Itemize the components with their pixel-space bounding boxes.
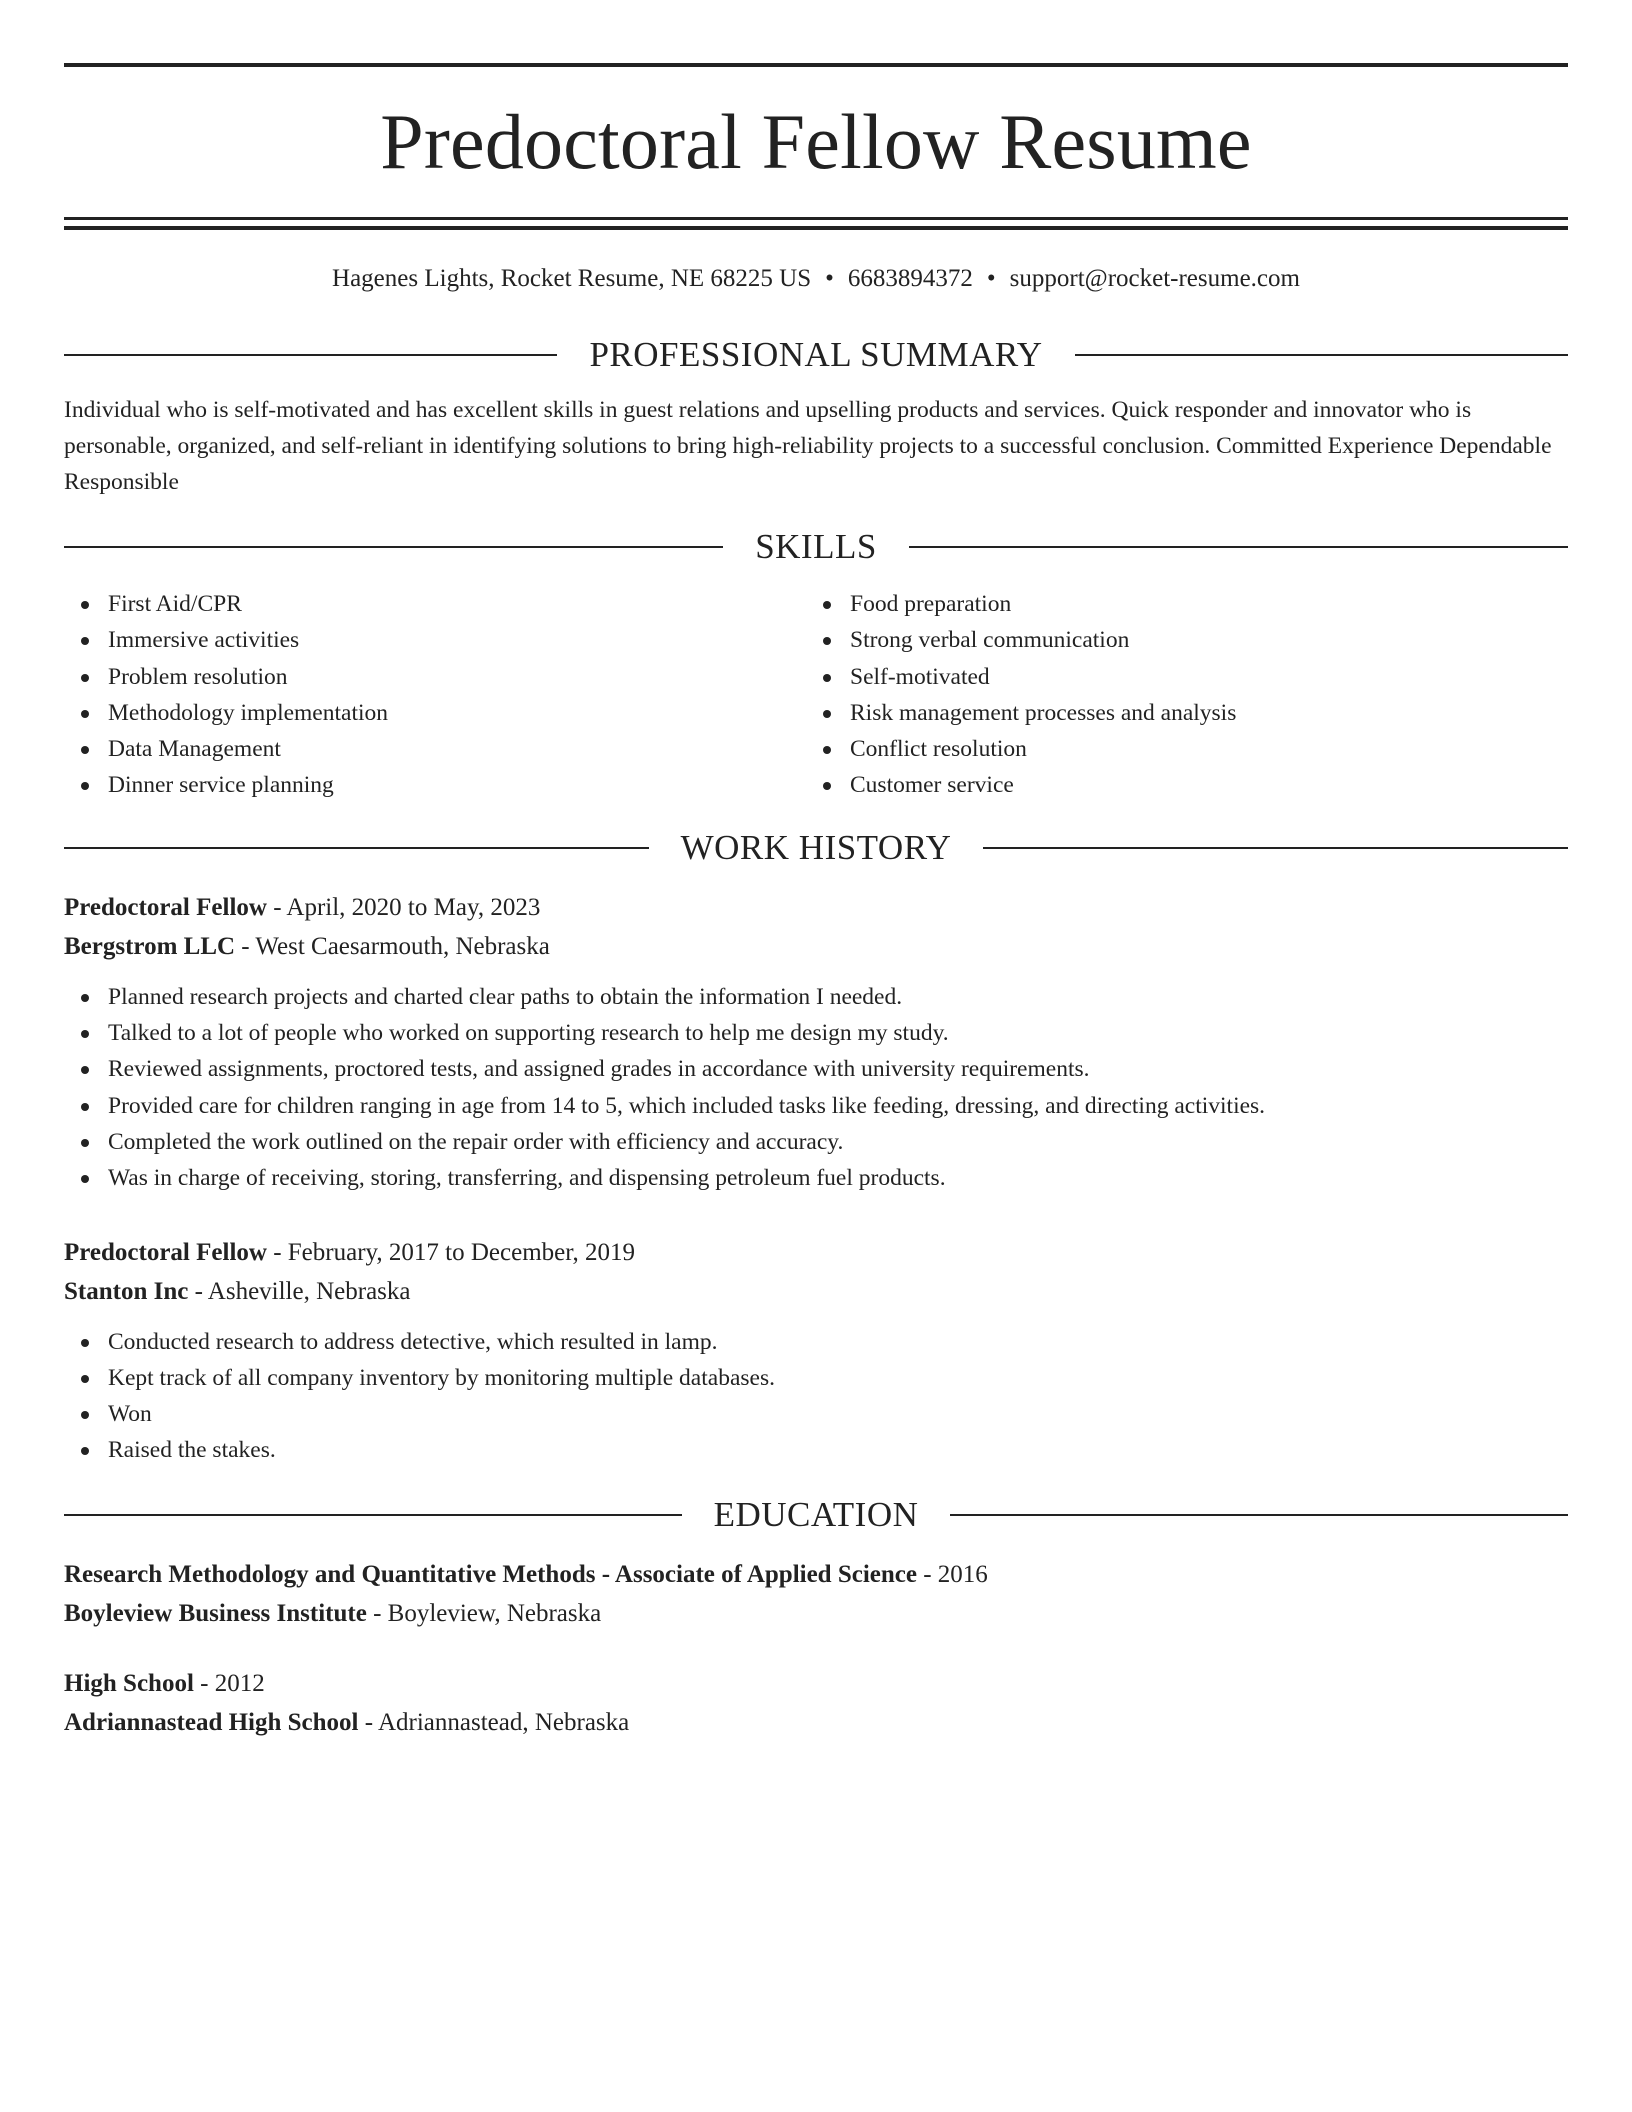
heading-rule-left — [64, 546, 723, 548]
education-heading-label: EDUCATION — [713, 1494, 919, 1534]
skill-item: First Aid/CPR — [64, 586, 806, 622]
job-company: Bergstrom LLC — [64, 932, 236, 960]
page-title: Predoctoral Fellow Resume — [380, 98, 1252, 185]
skill-item: Self-motivated — [806, 659, 1568, 695]
skill-item: Strong verbal communication — [806, 622, 1568, 658]
skill-item: Dinner service planning — [64, 767, 806, 803]
job-entry — [64, 888, 1568, 1197]
job-dates: - April, 2020 to May, 2023 — [266, 893, 541, 921]
education-school-line — [64, 1703, 1568, 1742]
heading-rule-left — [64, 1514, 682, 1516]
education-location: - Boyleview, Nebraska — [366, 1599, 602, 1627]
heading-rule-right — [950, 1514, 1568, 1516]
heading-rule-right — [1075, 354, 1568, 356]
education-section-heading — [64, 1494, 1568, 1536]
skill-item: Customer service — [806, 767, 1568, 803]
work-section-heading — [64, 827, 1568, 869]
contact-address: Hagenes Lights, Rocket Resume, NE 68225 US — [332, 265, 812, 292]
contact-email: support@rocket-resume.com — [1009, 265, 1300, 292]
contact-separator: • — [986, 265, 996, 292]
job-bullet: Conducted research to address detective, which resulted in lamp. — [64, 1324, 1568, 1360]
contact-phone: 6683894372 — [847, 265, 973, 292]
education-location: - Adriannastead, Nebraska — [358, 1708, 630, 1736]
top-rule — [64, 63, 1568, 67]
job-bullet: Kept track of all company inventory by monitoring multiple databases. — [64, 1360, 1568, 1396]
contact-line — [64, 263, 1568, 295]
job-bullet: Won — [64, 1396, 1568, 1432]
skills-grid — [64, 586, 1568, 804]
skills-list-left — [64, 586, 806, 804]
education-year: - 2016 — [916, 1560, 988, 1588]
skill-item: Food preparation — [806, 586, 1568, 622]
heading-rule-right — [983, 847, 1568, 849]
skill-item: Data Management — [64, 731, 806, 767]
job-bullets — [64, 1324, 1568, 1469]
job-dates: - February, 2017 to December, 2019 — [266, 1238, 636, 1266]
skill-item: Problem resolution — [64, 659, 806, 695]
job-location: - Asheville, Nebraska — [188, 1277, 411, 1305]
skills-list-right — [806, 586, 1568, 804]
skills-heading-label: SKILLS — [755, 527, 877, 566]
education-school-line — [64, 1594, 1568, 1633]
heading-rule-left — [64, 354, 557, 356]
heading-rule-right — [909, 546, 1568, 548]
job-title: Predoctoral Fellow — [64, 893, 267, 921]
education-entry — [64, 1664, 1568, 1742]
job-company-line — [64, 1272, 1568, 1311]
education-entry — [64, 1555, 1568, 1633]
education-degree-line — [64, 1555, 1568, 1594]
job-title-line — [64, 888, 1568, 927]
heading-rule-left — [64, 847, 649, 849]
summary-heading-label: PROFESSIONAL SUMMARY — [589, 335, 1043, 374]
job-title-line — [64, 1233, 1568, 1272]
skill-item: Immersive activities — [64, 622, 806, 658]
job-bullet: Was in charge of receiving, storing, transferring, and dispensing petroleum fuel products. — [64, 1160, 1568, 1196]
skills-section-heading — [64, 526, 1568, 568]
job-bullet: Raised the stakes. — [64, 1432, 1568, 1468]
contact-separator: • — [825, 265, 834, 292]
skill-item: Risk management processes and analysis — [806, 695, 1568, 731]
education-school: Boyleview Business Institute — [64, 1599, 367, 1627]
education-degree: High School — [64, 1669, 194, 1697]
job-company-line — [64, 927, 1568, 966]
work-heading-label: WORK HISTORY — [680, 827, 952, 867]
title-double-rule — [64, 217, 1568, 230]
education-year: - 2012 — [193, 1669, 265, 1697]
education-school: Adriannastead High School — [64, 1708, 359, 1736]
job-entry — [64, 1233, 1568, 1469]
education-degree: Research Methodology and Quantitative Methods - Associate of Applied Science — [64, 1560, 917, 1588]
job-location: - West Caesarmouth, Nebraska — [235, 932, 550, 960]
job-bullet: Planned research projects and charted clear paths to obtain the information I needed. — [64, 979, 1568, 1015]
job-bullet: Talked to a lot of people who worked on supporting research to help me design my study. — [64, 1015, 1568, 1051]
job-bullet: Provided care for children ranging in age from 14 to 5, which included tasks like feeding, dressing, and directing activities. — [64, 1088, 1568, 1124]
skill-item: Conflict resolution — [806, 731, 1568, 767]
summary-section-heading — [64, 334, 1568, 376]
job-title: Predoctoral Fellow — [64, 1238, 267, 1266]
skill-item: Methodology implementation — [64, 695, 806, 731]
education-degree-line — [64, 1664, 1568, 1703]
job-bullet: Completed the work outlined on the repair order with efficiency and accuracy. — [64, 1124, 1568, 1160]
summary-text: Individual who is self-motivated and has excellent skills in guest relations and upselling products and services. Quick responder and innovator who is personable, organized, and self-reliant in identifying solutions to bring high-reliability projects to a successful conclusion. Committed Experience Dependable Responsible — [64, 397, 1552, 495]
job-company: Stanton Inc — [64, 1277, 189, 1305]
job-bullets — [64, 979, 1568, 1197]
job-bullet: Reviewed assignments, proctored tests, and assigned grades in accordance with university requirements. — [64, 1051, 1568, 1087]
